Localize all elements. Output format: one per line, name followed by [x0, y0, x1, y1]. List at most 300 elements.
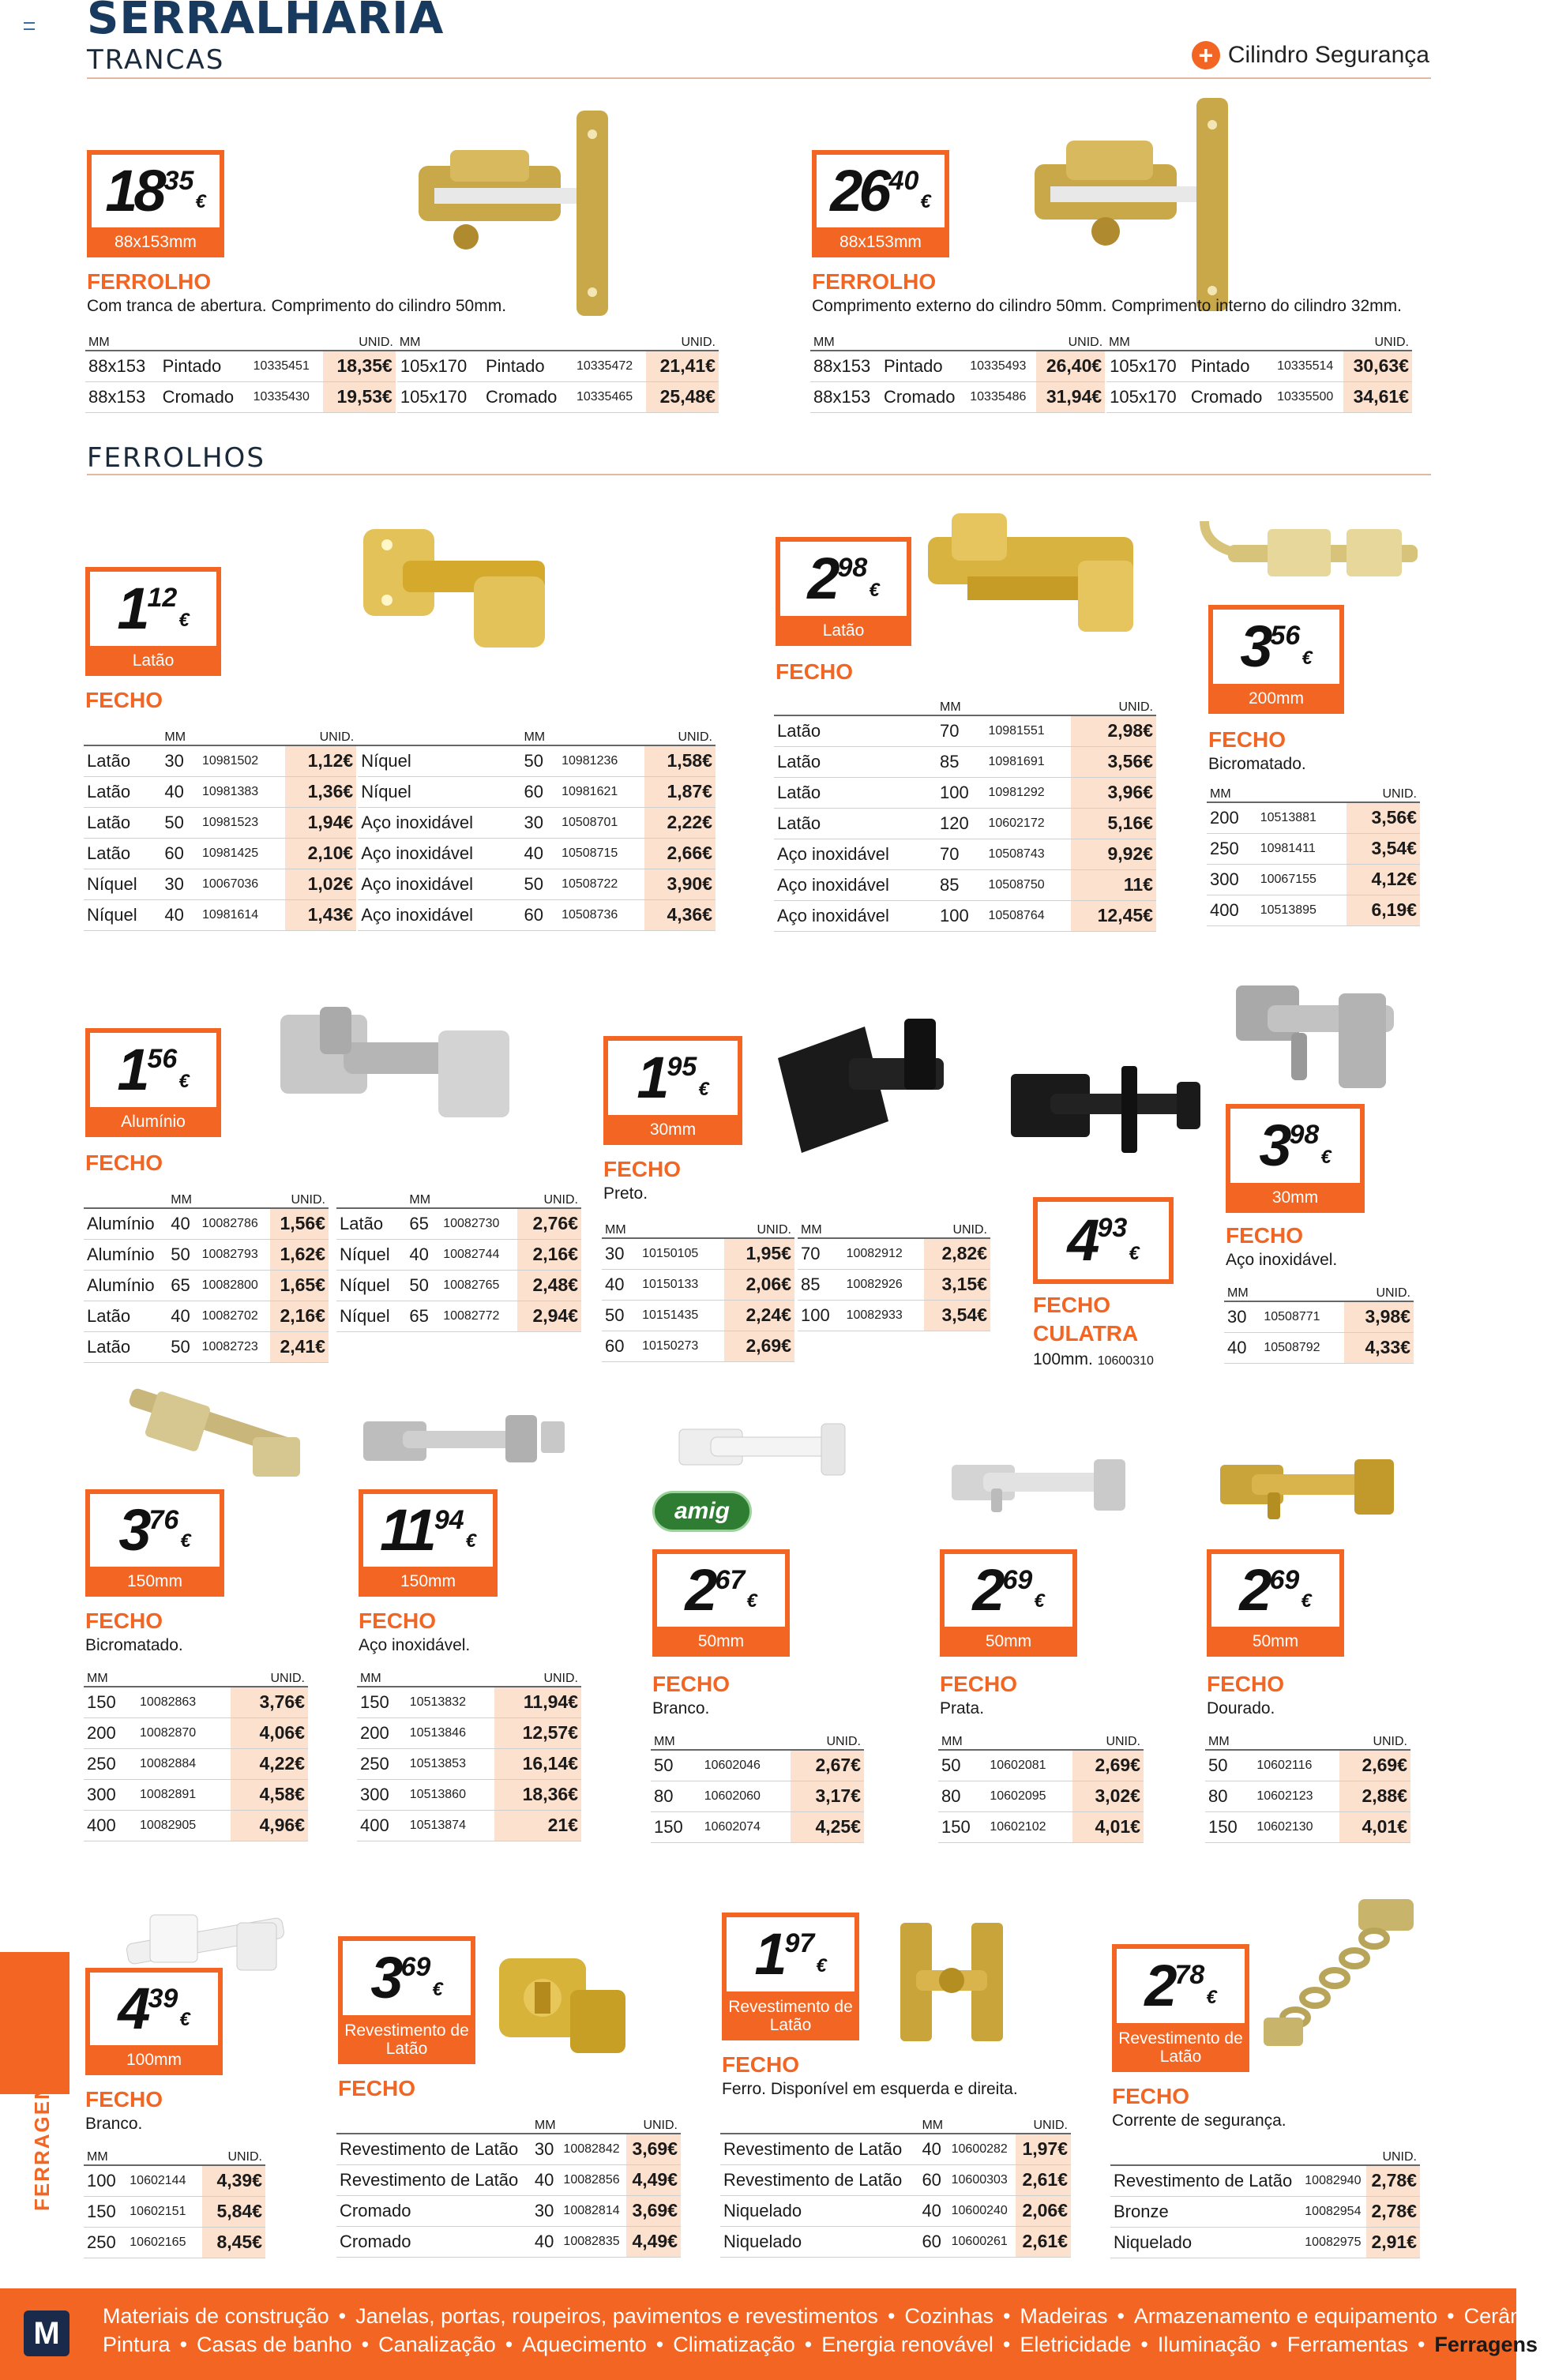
code-cell: 10981621 — [558, 776, 644, 807]
table-row — [720, 2134, 1071, 2164]
cell: 250 — [357, 1748, 407, 1779]
table-row — [357, 1810, 581, 1841]
cell: 300 — [1207, 864, 1257, 895]
footer-category-link[interactable]: Cerâmica — [1463, 2304, 1555, 2328]
cell: 120 — [937, 808, 985, 839]
price-cell: 4,01€ — [1339, 1811, 1410, 1842]
table-row — [1205, 1781, 1410, 1811]
table-row — [798, 1238, 990, 1269]
code-cell: 10082723 — [199, 1331, 270, 1362]
fecho-preto-image — [770, 1011, 960, 1161]
cell: 40 — [531, 2164, 561, 2195]
cell: Latão — [84, 838, 161, 869]
price-cell: 3,69€ — [626, 2134, 681, 2164]
cell: Cromado — [160, 381, 250, 412]
footer-category-link[interactable]: Energia renovável — [821, 2333, 993, 2356]
footer-category-link[interactable]: Madeiras — [1020, 2304, 1108, 2328]
cell: Alumínio — [84, 1270, 167, 1301]
cell: Aço inoxidável — [774, 900, 937, 931]
footer-category-link[interactable]: Iluminação — [1157, 2333, 1261, 2356]
price-table: MM UNID. 50 10602116 2,69€ 80 10602123 2,88€ 150 10602130 4,01€ — [1205, 1729, 1410, 1843]
table-row — [1224, 1332, 1414, 1363]
divider — [87, 474, 1431, 475]
table-row — [774, 900, 1156, 931]
code-cell: 10602095 — [986, 1781, 1072, 1811]
code-cell: 10602172 — [985, 808, 1071, 839]
product-name-2: CULATRA — [1033, 1321, 1139, 1346]
price-cell: 2,91€ — [1366, 2227, 1420, 2258]
code-cell: 10335465 — [573, 381, 646, 412]
cell: 50 — [161, 807, 199, 838]
table-row — [1207, 833, 1420, 864]
price-cell: 3,02€ — [1072, 1781, 1144, 1811]
price-cell: 11,94€ — [494, 1687, 581, 1717]
price-cell: 4,96€ — [231, 1810, 308, 1841]
price-cell: 2,78€ — [1366, 2165, 1420, 2196]
table-row — [357, 1687, 581, 1717]
code-cell: 10602130 — [1253, 1811, 1339, 1842]
price-cell: 4,06€ — [231, 1717, 308, 1748]
cell: 300 — [357, 1779, 407, 1810]
price-table: MM UNID. 100 10602144 4,39€ 150 10602151 5,84€ 250 10602165 8,45€ — [84, 2145, 265, 2258]
code-cell: 10508771 — [1260, 1301, 1344, 1332]
cell: Níquel — [336, 1270, 406, 1301]
code-cell: 10082863 — [137, 1687, 231, 1717]
cell: 400 — [1207, 895, 1257, 925]
table-row — [84, 1331, 329, 1362]
cell: Latão — [336, 1208, 406, 1239]
table-row — [336, 2164, 681, 2195]
brand-logo: M — [24, 2311, 69, 2356]
price-cell: 1,97€ — [1016, 2134, 1071, 2164]
cell: Alumínio — [84, 1208, 167, 1239]
cell: 40 — [167, 1208, 198, 1239]
price-cell: 3,56€ — [1347, 802, 1420, 833]
price-cell: 2,61€ — [1016, 2164, 1071, 2195]
code-cell: 10082800 — [199, 1270, 270, 1301]
cell: 50 — [938, 1750, 986, 1781]
footer-category-link[interactable]: Cozinhas — [904, 2304, 993, 2328]
code-cell: 10602165 — [126, 2227, 202, 2258]
code-cell: 10335514 — [1274, 351, 1343, 381]
price-cell: 4,49€ — [626, 2164, 681, 2195]
section-title-ferrolhos: FERROLHOS — [87, 442, 265, 474]
table-row — [84, 2196, 265, 2227]
ferrolho-image — [403, 95, 640, 324]
cell: Latão — [84, 1331, 167, 1362]
separator: • — [1447, 2304, 1455, 2328]
footer-category-link[interactable]: Eletricidade — [1020, 2333, 1132, 2356]
cell: 40 — [161, 899, 199, 930]
table-row — [651, 1781, 864, 1811]
price-tag: 4 39 € 100mm — [85, 1968, 223, 2075]
price-cell: 3,69€ — [626, 2195, 681, 2226]
footer-category-link[interactable]: Armazenamento e equipamento — [1133, 2304, 1438, 2328]
cell: Cromado — [483, 381, 573, 412]
price-tag: 3 76 € 150mm — [85, 1489, 224, 1597]
fecho-bicromatado-image — [1189, 505, 1425, 600]
cell: 105x170 — [1106, 381, 1188, 412]
cell: 40 — [520, 838, 558, 869]
footer-categories-line1 — [103, 2304, 1555, 2329]
price-tag: 2 69 € 50mm — [940, 1549, 1077, 1657]
table-row — [602, 1300, 794, 1331]
divider — [87, 77, 1431, 79]
price-cell: 3,56€ — [1071, 746, 1156, 777]
table-row — [1207, 895, 1420, 925]
price-cell: 1,12€ — [285, 745, 357, 776]
code-cell: 10602144 — [126, 2165, 202, 2196]
price-cell: 1,58€ — [644, 745, 716, 776]
price-cell: 6,19€ — [1347, 895, 1420, 925]
product-name: FECHO — [1226, 1223, 1303, 1248]
table-row — [810, 351, 1412, 381]
product-name: FECHO — [940, 1672, 1017, 1696]
cell: 400 — [84, 1810, 137, 1841]
table-row — [84, 1687, 308, 1717]
cell: 65 — [406, 1301, 440, 1331]
cell: 88x153 — [85, 351, 160, 381]
code-cell: 10082730 — [440, 1208, 517, 1239]
fecho-branco-image — [671, 1417, 853, 1481]
price-cell: 2,10€ — [285, 838, 357, 869]
page-corner-mark — [24, 22, 35, 30]
cell: Revestimento de Latão — [336, 2164, 531, 2195]
code-cell: 10151435 — [639, 1300, 724, 1331]
cell: 50 — [1205, 1750, 1253, 1781]
cell: 150 — [84, 1687, 137, 1717]
product-desc: Branco. — [652, 1699, 710, 1717]
price-cell: 8,45€ — [202, 2227, 265, 2258]
price-cell: 19,53€ — [323, 381, 396, 412]
product-name: FECHO — [85, 2087, 163, 2112]
fecho-dourado-image — [1212, 1453, 1402, 1524]
code-cell: 10600261 — [948, 2226, 1016, 2257]
cell: 150 — [651, 1811, 701, 1842]
price-cell: 1,43€ — [285, 899, 357, 930]
price-tag: 1 12 € Latão — [85, 567, 221, 676]
code-cell: 10067155 — [1257, 864, 1347, 895]
cell: Latão — [84, 745, 161, 776]
price-cell: 1,65€ — [270, 1270, 329, 1301]
cell: 30 — [161, 745, 199, 776]
price-table: UNID. Revestimento de Latão 10082940 2,78€ Bronze 10082954 2,78€ Niquelado 10082975 2,91€ — [1110, 2145, 1420, 2258]
table-row — [720, 2226, 1071, 2257]
code-cell: 10082870 — [137, 1717, 231, 1748]
table-row — [336, 1208, 581, 1239]
cell: 60 — [602, 1331, 639, 1361]
code-cell: 10513846 — [407, 1717, 494, 1748]
table-row — [774, 715, 1156, 746]
cell: 40 — [167, 1301, 198, 1331]
separator: • — [1002, 2304, 1011, 2328]
corrente-seguranca-image — [1256, 1891, 1422, 2049]
table-row — [1207, 864, 1420, 895]
cell: 50 — [602, 1300, 639, 1331]
product-name: FERROLHO — [812, 269, 937, 294]
product-desc: Prata. — [940, 1699, 985, 1717]
price-cell: 18,35€ — [323, 351, 396, 381]
side-label: FERRAGENS — [30, 2067, 54, 2211]
code-cell: 10082926 — [843, 1269, 924, 1300]
table-row — [84, 807, 716, 838]
cell: 150 — [1205, 1811, 1253, 1842]
footer-category-link[interactable]: Pintura — [103, 2333, 171, 2356]
cell: 50 — [167, 1331, 198, 1362]
price-cell: 5,84€ — [202, 2196, 265, 2227]
footer-category-link[interactable]: Aquecimento — [522, 2333, 647, 2356]
cell: 50 — [167, 1239, 198, 1270]
product-desc: Bicromatado. — [85, 1636, 183, 1654]
cell: Aço inoxidável — [357, 899, 520, 930]
table-row — [357, 1779, 581, 1810]
price-cell: 1,94€ — [285, 807, 357, 838]
code-cell: 10513874 — [407, 1810, 494, 1841]
product-desc: Comprimento externo do cilindro 50mm. Comprimento interno do cilindro 32mm. — [812, 297, 1402, 315]
footer-category-link[interactable]: Ferramentas — [1286, 2333, 1408, 2356]
price-table: MM UNID. 30 10150105 1,95€ 40 10150133 2,06€ 50 10151435 2,24€ 60 10150273 2,69€ — [602, 1218, 794, 1362]
code-cell: 10981292 — [985, 777, 1071, 808]
price-cell: 34,61€ — [1343, 381, 1412, 412]
price-cell: 2,16€ — [270, 1301, 329, 1331]
code-cell: 10981551 — [985, 715, 1071, 746]
separator: • — [361, 2333, 370, 2356]
price-cell: 1,95€ — [724, 1238, 794, 1269]
price-cell: 3,96€ — [1071, 777, 1156, 808]
table-row — [84, 838, 716, 869]
table-row — [1224, 1301, 1414, 1332]
cell: Niquelado — [720, 2226, 918, 2257]
price-cell: 2,24€ — [724, 1300, 794, 1331]
cell: 40 — [918, 2134, 948, 2164]
price-cell: 2,66€ — [644, 838, 716, 869]
code-cell: 10508736 — [558, 899, 644, 930]
cell: Níquel — [336, 1301, 406, 1331]
table-row — [1110, 2196, 1420, 2227]
footer-category-link[interactable]: Janelas, portas, roupeiros, pavimentos e revestimentos — [355, 2304, 878, 2328]
footer-category-link[interactable]: Materiais de construção — [103, 2304, 329, 2328]
cell: 50 — [651, 1750, 701, 1781]
code-cell: 10600282 — [948, 2134, 1016, 2164]
price-table: MM UNID. MM UNID. Latão 30 10981502 1,12€ Níquel 50 10981236 1,58€ Latão 40 10981383 1,36€ Níquel 60 10981621 1,87€ Latão 50 10981523 1,94€ Aço inoxidável 30 10508701 2,22€ Latão 60 10981425 2,10€ Aço inoxidável 40 10508715 2,66€ Níquel 30 10067036 1,02€ Aço inoxidável 50 10508722 3,90€ Níquel 40 10981614 1,43€ Aço inoxidável 60 10508736 4,36€ — [84, 725, 716, 931]
price-cell: 25,48€ — [646, 381, 719, 412]
code-cell: 10082744 — [440, 1239, 517, 1270]
product-desc: Bicromatado. — [1208, 755, 1306, 773]
code-cell: 10981236 — [558, 745, 644, 776]
price-table: MM UNID. Latão 70 10981551 2,98€ Latão 85 10981691 3,56€ Latão 100 10981292 3,96€ Latão 120 10602172 5,16€ Aço inoxidável 70 10508743 9,92€ Aço inoxidável 85 10508750 11€ Aço inoxidável 100 10508764 12,45€ — [774, 695, 1156, 932]
code-cell: 10082835 — [560, 2226, 625, 2257]
cell: Pintado — [483, 351, 573, 381]
price-cell: 30,63€ — [1343, 351, 1412, 381]
cell: 300 — [84, 1779, 137, 1810]
code-cell: 10150273 — [639, 1331, 724, 1361]
table-row — [1207, 802, 1420, 833]
footer-category-link[interactable]: Casas de banho — [197, 2333, 352, 2356]
code-cell: 10981691 — [985, 746, 1071, 777]
cell: 40 — [406, 1239, 440, 1270]
cell: 88x153 — [810, 381, 881, 412]
price-cell: 3,98€ — [1344, 1301, 1414, 1332]
code-cell: 10150133 — [639, 1269, 724, 1300]
cell: 50 — [520, 869, 558, 899]
price-tag: 3 98 € 30mm — [1226, 1104, 1365, 1213]
cell: 150 — [84, 2196, 126, 2227]
price-cell: 26,40€ — [1036, 351, 1106, 381]
code-cell: 10082765 — [440, 1270, 517, 1301]
code-cell: 10513860 — [407, 1779, 494, 1810]
price-cell: 2,67€ — [791, 1750, 864, 1781]
price-cell: 2,76€ — [517, 1208, 581, 1239]
cell: Latão — [774, 808, 937, 839]
cell: Revestimento de Latão — [336, 2134, 531, 2164]
price-cell: 2,69€ — [1072, 1750, 1144, 1781]
footer-category-link[interactable]: Ferragens — [1434, 2333, 1538, 2356]
product-desc: Aço inoxidável. — [1226, 1251, 1338, 1269]
price-cell: 4,39€ — [202, 2165, 265, 2196]
code-cell: 10981614 — [199, 899, 285, 930]
table-row — [938, 1781, 1144, 1811]
table-row — [720, 2164, 1071, 2195]
table-row — [336, 1239, 581, 1270]
price-table: MM UNID. 50 10602046 2,67€ 80 10602060 3,17€ 150 10602074 4,25€ — [651, 1729, 864, 1843]
product-name: FECHO — [338, 2076, 415, 2100]
price-cell: 3,54€ — [924, 1300, 990, 1331]
table-row — [336, 1301, 581, 1331]
cell: Níquel — [357, 776, 520, 807]
table-row — [84, 869, 716, 899]
price-cell: 12,57€ — [494, 1717, 581, 1748]
cell: 60 — [161, 838, 199, 869]
code-cell: 10082954 — [1301, 2196, 1366, 2227]
cell: Cromado — [336, 2226, 531, 2257]
table-row — [774, 777, 1156, 808]
cell: 60 — [918, 2164, 948, 2195]
cell: 105x170 — [396, 381, 483, 412]
cell: 40 — [531, 2226, 561, 2257]
cell: 150 — [357, 1687, 407, 1717]
fecho-inox-image — [1228, 978, 1410, 1096]
cell: 65 — [406, 1208, 440, 1239]
table-row — [798, 1269, 990, 1300]
cell: 105x170 — [396, 351, 483, 381]
product-name: FERROLHO — [87, 269, 212, 294]
code-cell: 10508701 — [558, 807, 644, 838]
separator: • — [179, 2333, 188, 2356]
cell: 100 — [937, 900, 985, 931]
price-cell: 2,61€ — [1016, 2226, 1071, 2257]
cell: Latão — [84, 1301, 167, 1331]
fecho-revestido-image — [483, 1927, 641, 2069]
code-cell: 10082842 — [560, 2134, 625, 2164]
fecho-culatra-image — [1003, 1058, 1208, 1161]
price-tag: 11 94 € 150mm — [359, 1489, 498, 1597]
cell: Alumínio — [84, 1239, 167, 1270]
price-table: MM UNID. 150 10082863 3,76€ 200 10082870 4,06€ 250 10082884 4,22€ 300 10082891 4,58€ 400 10082905 4,96€ — [84, 1666, 308, 1841]
price-cell: 2,88€ — [1339, 1781, 1410, 1811]
cell: 250 — [84, 1748, 137, 1779]
table-row — [938, 1811, 1144, 1842]
price-cell: 3,17€ — [791, 1781, 864, 1811]
price-tag: 4 93 € — [1033, 1197, 1174, 1284]
cell: Latão — [774, 777, 937, 808]
product-desc: Dourado. — [1207, 1699, 1275, 1717]
price-tag: 2 78 € Revestimento de Latão — [1112, 1944, 1249, 2072]
price-cell: 9,92€ — [1071, 839, 1156, 869]
table-row — [84, 1748, 308, 1779]
fecho-inox-2-image — [355, 1406, 569, 1477]
table-row — [774, 808, 1156, 839]
price-tag: 1 95 € 30mm — [603, 1036, 742, 1145]
code-cell: 10981523 — [199, 807, 285, 838]
price-table: MM UNID. 70 10082912 2,82€ 85 10082926 3,15€ 100 10082933 3,54€ — [798, 1218, 990, 1331]
code-cell: 10513895 — [1257, 895, 1347, 925]
price-tag: 1 56 € Alumínio — [85, 1028, 221, 1137]
code-cell: 10082884 — [137, 1748, 231, 1779]
cell: Revestimento de Latão — [720, 2164, 918, 2195]
price-cell: 4,33€ — [1344, 1332, 1414, 1363]
cell: 40 — [1224, 1332, 1260, 1363]
code-cell: 10602151 — [126, 2196, 202, 2227]
table-row — [810, 381, 1412, 412]
code-cell: 10508750 — [985, 869, 1071, 900]
product-name: FECHO — [85, 1609, 163, 1633]
footer-category-link[interactable]: Climatização — [673, 2333, 795, 2356]
table-row — [1110, 2165, 1420, 2196]
cell: 30 — [531, 2195, 561, 2226]
product-name: FECHO — [776, 659, 853, 684]
table-row — [336, 2195, 681, 2226]
code-cell: 10082814 — [560, 2195, 625, 2226]
table-row — [602, 1238, 794, 1269]
cell: Cromado — [881, 381, 967, 412]
footer-bar — [0, 2288, 1555, 2380]
product-desc: Branco. — [85, 2115, 143, 2133]
separator: • — [338, 2304, 347, 2328]
cell: 40 — [161, 776, 199, 807]
code-cell: 10602102 — [986, 1811, 1072, 1842]
separator: • — [887, 2304, 896, 2328]
code-cell: 10335472 — [573, 351, 646, 381]
price-cell: 2,78€ — [1366, 2196, 1420, 2227]
price-cell: 2,48€ — [517, 1270, 581, 1301]
cell: Aço inoxidável — [357, 838, 520, 869]
cell: 40 — [602, 1269, 639, 1300]
price-table: MM UNID. 150 10513832 11,94€ 200 10513846 12,57€ 250 10513853 16,14€ 300 10513860 18,36€ 400 10513874 21€ — [357, 1666, 581, 1841]
price-tag: 2 67 € 50mm — [652, 1549, 790, 1657]
footer-category-link[interactable]: Canalização — [378, 2333, 496, 2356]
code-cell: 10513881 — [1257, 802, 1347, 833]
code-cell: 10600303 — [948, 2164, 1016, 2195]
table-row — [798, 1300, 990, 1331]
price-table: MM UNID. MM UNID. 88x153 Pintado 10335493 26,40€ 105x170 Pintado 10335514 30,63€ 88x153 Cromado 10335486 31,94€ 105x170 Cromado 10335500 34,61€ — [810, 330, 1412, 413]
product-name: FECHO — [1208, 727, 1286, 752]
table-row — [84, 2227, 265, 2258]
table-row — [336, 2226, 681, 2257]
price-cell: 2,06€ — [1016, 2195, 1071, 2226]
code-cell: 10981383 — [199, 776, 285, 807]
product-name: FECHO — [722, 2052, 799, 2077]
code-cell: 10602046 — [701, 1750, 791, 1781]
price-cell: 12,45€ — [1071, 900, 1156, 931]
price-cell: 1,36€ — [285, 776, 357, 807]
cell: 88x153 — [85, 381, 160, 412]
cell: 200 — [357, 1717, 407, 1748]
section-title-trancas: TRANCAS — [87, 44, 225, 76]
cell: Níquel — [84, 899, 161, 930]
fecho-prata-image — [944, 1453, 1133, 1516]
code-cell: 10508743 — [985, 839, 1071, 869]
code-cell: 10600240 — [948, 2195, 1016, 2226]
